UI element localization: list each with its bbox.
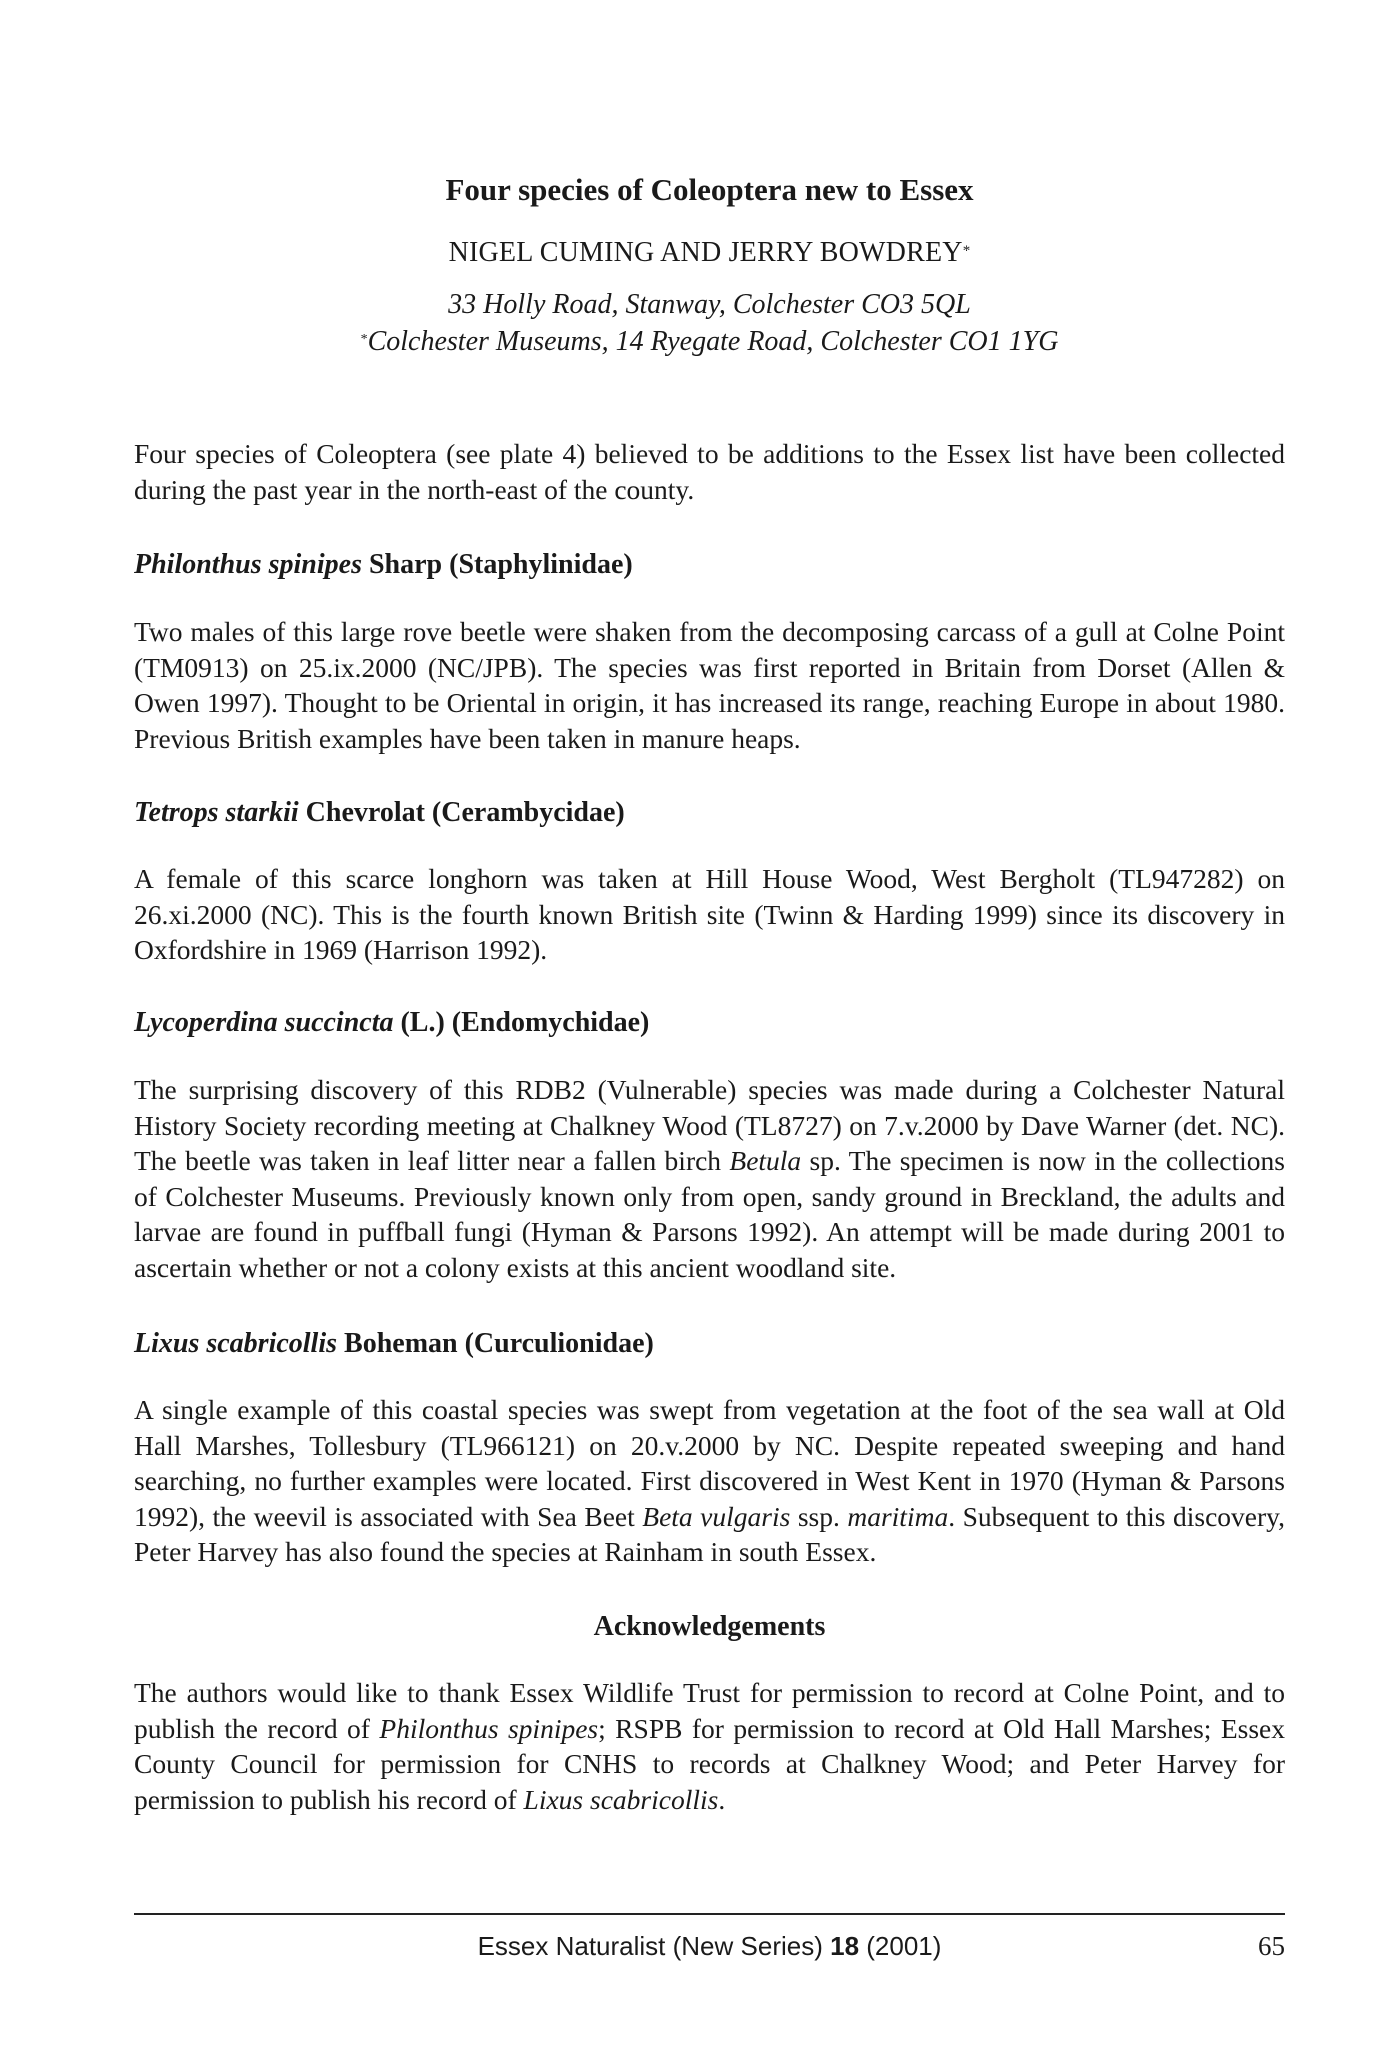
section-heading-lycoperdina <box>134 1005 1285 1041</box>
section-text-lycoperdina <box>134 1072 1285 1285</box>
species-authority: Sharp (Staphylinidae) <box>361 549 633 580</box>
section-heading-lixus <box>134 1326 1285 1362</box>
species-name: Tetrops starkii <box>134 797 299 828</box>
text-run: ssp. <box>790 1500 848 1532</box>
article-authors <box>134 235 1285 271</box>
author-names: NIGEL CUMING AND JERRY BOWDREY <box>448 237 963 268</box>
journal-volume: 18 <box>830 1931 860 1961</box>
species-name-inline: Lixus scabricollis <box>523 1783 719 1815</box>
species-name: Philonthus spinipes <box>134 549 362 580</box>
species-name: Lixus scabricollis <box>134 1328 338 1359</box>
section-text-lixus <box>134 1392 1285 1570</box>
text-run: The authors would like to thank Essex Wildlife Trust for permission to record at Colne Point, and to publish the record of <box>134 1677 1285 1744</box>
species-authority: (L.) (Endomychidae) <box>393 1007 650 1038</box>
author-address-1: 33 Holly Road, Stanway, Colchester CO3 5QL <box>448 289 971 320</box>
footer-divider <box>134 1913 1285 1915</box>
section-heading-tetrops <box>134 795 1285 831</box>
article-title: Four species of Coleoptera new to Essex <box>445 172 974 207</box>
text-run: ; RSPB for permission to record at Old Hall Marshes; Essex County Council for permission for CNHS to records at Chalkney Wood; and Peter Harvey for permission to publish his record of <box>134 1712 1286 1815</box>
genus-name: Betula <box>729 1145 802 1176</box>
journal-citation <box>134 1929 1285 1963</box>
species-name: Lycoperdina succincta <box>134 1007 394 1038</box>
text-run: The surprising discovery of this RDB2 (Vulnerable) species was made during a Colchester Natural History Society recording meeting at Chalkney Wood (TL8727) on 7.v.2000 by Dave Warner (det. NC). The beetle was taken in leaf litter near a fallen birch <box>134 1074 1285 1176</box>
journal-name: Essex Naturalist (New Series) <box>477 1931 831 1961</box>
species-name-inline: Beta vulgaris <box>642 1500 791 1532</box>
section-text-tetrops: A female of this scarce longhorn was taken at Hill House Wood, West Bergholt (TL947282) on 26.xi.2000 (NC). This is the fourth known British site (Twinn & Harding 1999) since its discovery in Oxfordshire in 1969 (Harrison 1992). <box>134 863 1285 965</box>
page-footer <box>134 1929 1285 1963</box>
address-2-text: Colchester Museums, 14 Ryegate Road, Colchester CO1 1YG <box>367 326 1059 357</box>
section-heading-philonthus <box>134 547 1285 583</box>
text-run: A single example of this coastal species was swept from vegetation at the foot of the sea wall at Old Hall Marshes, Tollesbury (TL966121) on 20.v.2000 by NC. Despite repeated sweeping and hand searching, no further examples were located. First discovered in West Kent in 1970 (Hyman & Parsons 1992), the weevil is associated with Sea Beet <box>134 1394 1285 1532</box>
text-run: . Subsequent to this discovery, Peter Harvey has also found the species at Rainham in south Essex. <box>134 1500 1285 1567</box>
text-run: sp. The specimen is now in the collections of Colchester Museums. Previously known only from open, sandy ground in Breckland, the adults and larvae are found in puffball fungi (Hyman & Parsons 1992). An attempt will be made during 2001 to ascertain whether or not a colony exists at this ancient woodland site. <box>134 1145 1285 1283</box>
text-run: . <box>718 1783 726 1815</box>
species-authority: Chevrolat (Cerambycidae) <box>298 797 625 828</box>
acknowledgements-heading: Acknowledgements <box>593 1611 826 1642</box>
author-footnote-mark: * <box>962 243 971 259</box>
species-name-inline: Philonthus spinipes <box>379 1712 599 1744</box>
intro-paragraph: Four species of Coleoptera (see plate 4) believed to be additions to the Essex list have been collected during the past year in the north-east of the county. <box>134 438 1285 505</box>
species-authority: Boheman (Curculionidae) <box>337 1328 654 1359</box>
address-footnote-mark: * <box>360 332 368 347</box>
page-number: 65 <box>1258 1931 1285 1961</box>
author-address-2 <box>134 324 1285 360</box>
acknowledgements-text <box>134 1675 1285 1817</box>
subspecies-name-inline: maritima <box>847 1500 949 1532</box>
section-text-philonthus: Two males of this large rove beetle were shaken from the decomposing carcass of a gull at Colne Point (TM0913) on 25.ix.2000 (NC/JPB). The species was first reported in Britain from Dorset (Allen & Owen 1997). Thought to be Oriental in origin, it has increased its range, reaching Europe in about 1980. Previous British examples have been taken in manure heaps. <box>134 616 1285 754</box>
journal-year: (2001) <box>859 1931 942 1961</box>
